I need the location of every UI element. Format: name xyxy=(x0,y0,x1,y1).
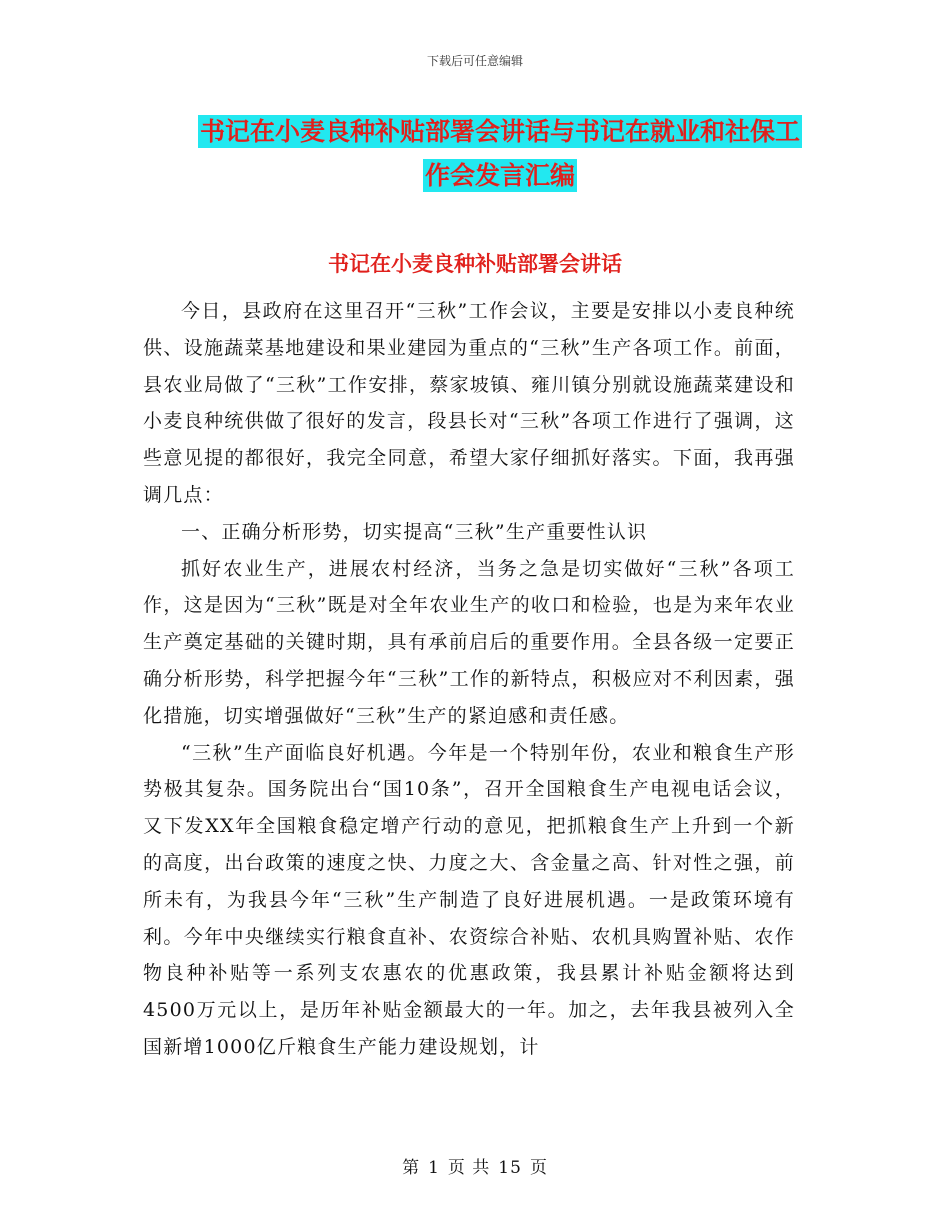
paragraph-intro: 今日，县政府在这里召开“三秋”工作会议，主要是安排以小麦良种统供、设施蔬菜基地建设和果业建园为重点的“三秋”生产各项工作。前面，县农业局做了“三秋”工作安排，蔡家坡镇、雍川镇分别就设施蔬菜建设和小麦良种统供做了很好的发言，段县长对“三秋”各项工作进行了强调，这些意见提的都很好，我完全同意，希望大家仔细抓好落实。下面，我再强调几点： xyxy=(143,300,795,506)
footer-total-pages: 15 xyxy=(498,1158,522,1178)
footer-middle: 页 共 xyxy=(447,1158,491,1178)
footer-prefix: 第 xyxy=(402,1158,421,1178)
header-note: 下载后可任意编辑 xyxy=(426,54,523,68)
paragraph-3: “三秋”生产面临良好机遇。今年是一个特别年份，农业和粮食生产形势极其复杂。国务院出台“国10条”，召开全国粮食生产电视电话会议，又下发XX年全国粮食稳定增产行动的意见，把抓粮食生产上升到一个新的高度，出台政策的速度之快、力度之大、含金量之高、针对性之强，前所未有，为我县今年“三秋”生产制造了良好进展机遇。一是政策环境有利。今年中央继续实行粮食直补、农资综合补贴、农机具购置补贴、农作物良种补贴等一系列支农惠农的优惠政策，我县累计补贴金额将达到4500万元以上，是历年补贴金额最大的一年。加之，去年我县被列入全国新增1000亿斤粮食生产能力建设规划，计 xyxy=(143,741,795,1058)
document-title xyxy=(190,110,810,198)
footer-suffix: 页 xyxy=(529,1158,548,1178)
paragraph-2: 抓好农业生产，进展农村经济，当务之急是切实做好“三秋”各项工作，这是因为“三秋”既是对全年农业生产的收口和检验，也是为来年农业生产奠定基础的关键时期，具有承前启后的重要作用。全县各级一定要正确分析形势，科学把握今年“三秋”工作的新特点，积极应对不利因素，强化措施，切实增强做好“三秋”生产的紧迫感和责任感。 xyxy=(143,557,795,727)
body-text xyxy=(143,293,795,1066)
footer-current-page: 1 xyxy=(428,1158,440,1178)
page-footer xyxy=(0,1153,950,1178)
paragraph-heading-1: 一、正确分析形势，切实提高“三秋”生产重要性认识 xyxy=(181,520,648,543)
section-title: 书记在小麦良种补贴部署会讲话 xyxy=(328,252,622,276)
title-highlight: 书记在小麦良种补贴部署会讲话与书记在就业和社保工作会发言汇编 xyxy=(199,117,800,190)
